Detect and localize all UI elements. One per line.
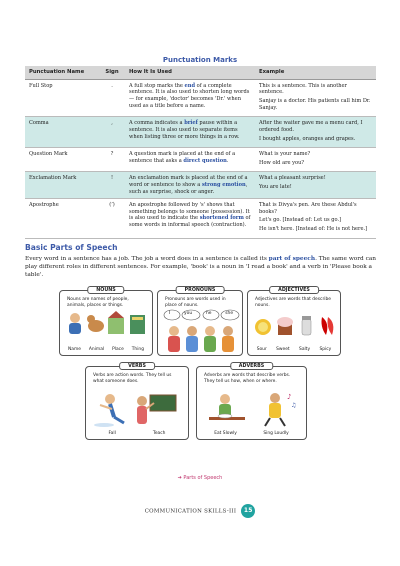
verb-label: Teach [152, 431, 166, 436]
example-cell: After the waiter gave me a menu card, I ordered food. I bought apples, oranges and grapes. [255, 117, 376, 148]
adjectives-title: ADJECTIVES [269, 286, 319, 294]
table-row [25, 199, 376, 238]
svg-text:♪: ♪ [287, 393, 292, 401]
example-cell: What a pleasant surprise! You are late! [255, 172, 376, 199]
pronoun-word: you [184, 311, 193, 316]
pronoun-word: I [168, 311, 171, 316]
intro-paragraph: Every word in a sentence has a job. The job a word does in a sentence is called its part of speech. The same word can play different roles in different sentences. For example, 'book' is a noun in 'I read a book' and a verb in 'Please book a table'. [25, 256, 377, 279]
nouns-illustration [64, 310, 150, 336]
pronoun-word: she [225, 311, 234, 316]
adjectives-panel [247, 287, 341, 356]
pronoun-word: he [205, 311, 212, 316]
usage-cell: A full stop marks the end of a complete sentence. It is also used to shorten long words — for example, 'doctor' becomes 'Dr.' when used as a title before a name. [125, 79, 255, 116]
punctuation-name: Apostrophe [25, 199, 99, 238]
verbs-illustration [92, 389, 184, 429]
punctuation-name: Exclamation Mark [25, 172, 99, 199]
example-cell: This is a sentence. This is another sentence. Sanjay is a doctor. His patients call him Dr. Sanjay. [255, 79, 376, 116]
adjectives-description: Adjectives are words that describe nouns. [255, 297, 331, 308]
punctuation-table [25, 66, 376, 239]
table-header-row [25, 66, 376, 79]
pronouns-title: PRONOUNS [176, 286, 225, 294]
nouns-description: Nouns are names of people, animals, places or things. [67, 297, 129, 308]
adjective-label: Spicy [319, 347, 332, 352]
noun-label: Thing [131, 347, 145, 352]
adverb-label: Sing Loudly [263, 431, 289, 436]
noun-label: Animal [88, 347, 105, 352]
punctuation-sign: , [99, 117, 125, 148]
table-row [25, 148, 376, 172]
punctuation-sign: ! [99, 172, 125, 199]
noun-label: Place [112, 347, 124, 352]
pronouns-people-illustration [164, 323, 238, 353]
table-row [25, 79, 376, 116]
example-cell: That is Divya's pen. Are these Abdul's books? Let's go. [Instead of: Let us go.] He isn't here. [Instead of: He is not here.] [255, 199, 376, 238]
punctuation-sign: . [99, 79, 125, 116]
noun-label: Name [67, 347, 81, 352]
column-header: Sign [99, 66, 125, 79]
footer-book-title: COMMUNICATION SKILLS-III [144, 508, 237, 515]
adjectives-illustration [252, 313, 338, 337]
usage-cell: An exclamation mark is placed at the end of a word or sentence to show a strong emotion, such as surprise, shock or anger. [125, 172, 255, 199]
nouns-title: NOUNS [87, 286, 124, 294]
adverbs-illustration [203, 389, 302, 429]
column-header: Example [255, 66, 376, 79]
column-header: Punctuation Name [25, 66, 99, 79]
adverbs-panel [196, 363, 307, 440]
adverbs-title: ADVERBS [230, 362, 274, 370]
page-number-badge: 15 [241, 504, 255, 518]
adjective-label: Sweet [276, 347, 290, 352]
verb-label: Fall [108, 431, 116, 436]
column-header: How It Is Used [125, 66, 255, 79]
punctuation-name: Question Mark [25, 148, 99, 172]
svg-text:♫: ♫ [291, 402, 297, 409]
example-cell: What is your name? How old are you? [255, 148, 376, 172]
adjective-label: Salty [299, 347, 311, 352]
adjective-label: Sour [256, 347, 267, 352]
pronouns-panel [157, 287, 243, 356]
verbs-description: Verbs are action words. They tell us what someone does. [93, 373, 172, 384]
nouns-panel [59, 287, 153, 356]
table-row [25, 117, 376, 148]
usage-cell: An apostrophe followed by 's' shows that something belongs to someone (possession). It is also used to indicate the shortened form of some words in informal speech (contraction). [125, 199, 255, 238]
pronouns-description: Pronouns are words used in place of nouns. [165, 297, 226, 308]
punctuation-sign: (’) [99, 199, 125, 238]
punctuation-name: Comma [25, 117, 99, 148]
adverbs-description: Adverbs are words that describe verbs. They tell us how, when or where. [204, 373, 291, 384]
punctuation-name: Full Stop [25, 79, 99, 116]
page-footer [0, 504, 400, 518]
table-title: Punctuation Marks [162, 56, 238, 64]
verbs-title: VERBS [119, 362, 155, 370]
punctuation-sign: ? [99, 148, 125, 172]
section-heading: Basic Parts of Speech [25, 243, 118, 252]
usage-cell: A comma indicates a brief pause within a sentence. It is also used to separate items when listing three or more things in a row. [125, 117, 255, 148]
table-row [25, 172, 376, 199]
usage-cell: A question mark is placed at the end of a sentence that asks a direct question. [125, 148, 255, 172]
verbs-panel [85, 363, 189, 440]
figure-caption: ➔ Parts of Speech [177, 475, 223, 481]
adverb-label: Eat Slowly [214, 431, 237, 436]
